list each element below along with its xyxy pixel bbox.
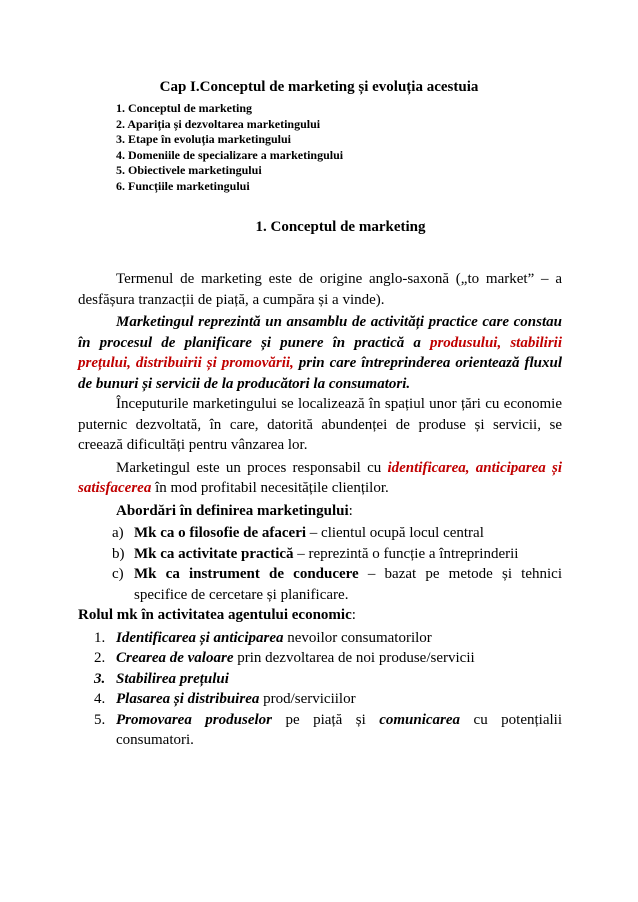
approach-desc: – bazat pe metode și tehnici specifice de cercetare și planificare.	[134, 566, 562, 603]
toc-item: 4. Domeniile de specializare a marketingului	[116, 147, 344, 162]
role-desc-2: cu potențialii consumatori.	[116, 711, 562, 748]
paragraph-process	[78, 458, 562, 499]
list-item	[78, 689, 562, 710]
list-item	[78, 710, 562, 751]
paragraph-origin: Termenul de marketing este de origine anglo-saxonă („to market” – a desfășura tranzacții de piață, a cumpăra și a vinde).	[78, 271, 562, 308]
role-desc: pe piață și	[271, 711, 380, 728]
approach-desc: – reprezintă o funcție a întreprinderii	[293, 545, 519, 562]
list-marker: b)	[112, 545, 125, 562]
role-title: Rolul mk în activitatea agentului economic	[78, 607, 352, 623]
list-item	[78, 669, 562, 690]
list-marker: 1.	[94, 629, 106, 646]
list-marker: 4.	[94, 691, 106, 707]
list-item	[78, 544, 562, 565]
body-text	[78, 269, 562, 751]
approach-name: Mk ca o filosofie de afaceri	[134, 525, 307, 541]
approaches-heading	[116, 501, 562, 522]
list-item	[78, 628, 562, 649]
list-item	[78, 648, 562, 669]
list-marker: 5.	[94, 711, 106, 728]
definition-text-end: prin care întreprinderea orientează fluxul de bunuri și servicii de la producători la consumatori.	[78, 355, 562, 392]
role-name: Plasarea și distribuirea	[116, 691, 260, 707]
list-marker: a)	[112, 525, 124, 541]
list-marker: c)	[112, 566, 124, 582]
approaches-colon: :	[348, 502, 353, 519]
approaches-title: Abordări în definirea marketingului	[116, 502, 349, 519]
toc-item: 3. Etape în evoluția marketingului	[116, 132, 292, 146]
role-heading	[78, 605, 562, 626]
role-name: Promovarea produselor	[116, 711, 272, 728]
list-item	[78, 564, 562, 605]
role-desc: nevoilor consumatorilor	[283, 629, 432, 646]
role-desc: prod/serviciilor	[259, 691, 356, 707]
paragraph-definition	[78, 312, 562, 394]
chapter-title: Cap I.Conceptul de marketing și evoluția acestuia	[159, 79, 479, 95]
approach-desc: – clientul ocupă locul central	[306, 525, 484, 541]
list-marker: 2.	[94, 650, 106, 666]
paragraph-beginnings: Începuturile marketingului se localizează în spațiul unor țări cu economie puternic dezvoltată, în care, datorită abundenței de produse și servicii, se creează dificultăți pentru vânzarea lor.	[78, 396, 562, 453]
definition-highlight: produsului, stabilirii prețului, distribuirii și promovării,	[78, 334, 563, 371]
list-item	[78, 523, 562, 544]
role-name: Identificarea și anticiparea	[116, 629, 284, 646]
section-title: 1. Conceptul de marketing	[255, 219, 426, 235]
toc-item: 6. Funcțiile marketingului	[116, 178, 250, 193]
role-colon: :	[351, 607, 356, 623]
definition-text: Marketingul reprezintă un ansamblu de activități practice care constau în procesul de planificare și punere în practică a	[78, 314, 562, 351]
process-text-end: în mod profitabil necesitățile clienților.	[151, 480, 389, 496]
role-name: Stabilirea prețului	[116, 670, 229, 687]
roles-list	[78, 628, 562, 751]
approach-name: Mk ca activitate practică	[134, 545, 294, 562]
list-marker: 3.	[94, 670, 106, 687]
role-name: Crearea de valoare	[116, 650, 234, 666]
process-text: Marketingul este un proces responsabil cu	[116, 459, 388, 476]
role-desc: prin dezvoltarea de noi produse/servicii	[233, 650, 475, 666]
role-name-2: comunicarea	[379, 711, 461, 728]
process-highlight: identificarea, anticiparea și satisfacerea	[78, 459, 562, 496]
approaches-list	[78, 523, 562, 605]
table-of-contents	[116, 101, 556, 194]
toc-item: 1. Conceptul de marketing	[116, 101, 252, 115]
toc-item: 5. Obiectivele marketingului	[116, 163, 262, 177]
approach-name: Mk ca instrument de conducere	[134, 566, 359, 582]
toc-item: 2. Apariția și dezvoltarea marketingului	[116, 116, 321, 131]
